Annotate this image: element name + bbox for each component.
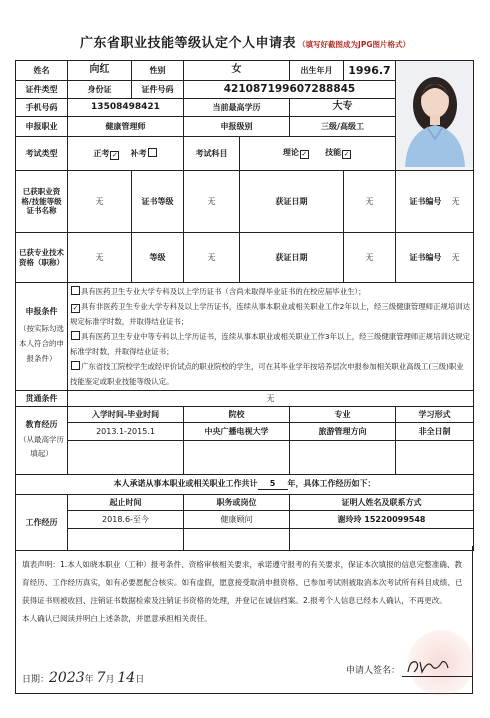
exam-type-options (68, 137, 184, 171)
id-type-label: 证件类型 (16, 81, 68, 99)
form-title (0, 32, 490, 51)
date-label: 日期： (22, 675, 50, 685)
work-row-position[interactable]: 健康顾问 (184, 511, 290, 529)
gender-value[interactable]: 女 (184, 61, 290, 81)
conditions-options (68, 283, 474, 391)
qual-cert-value[interactable]: 无 (68, 171, 132, 233)
portrait-image (397, 61, 473, 167)
prof-date-label: 获证日期 (240, 233, 344, 283)
condition-option-3[interactable]: 具有医药卫生专业中等专科以上学历证书，连续从事本职业或相关职业工作3年以上，经三级健康管理师正规培训达规定标准学时数，并取得结业证书； (70, 332, 471, 356)
normal-exam-label: 正考 (93, 148, 110, 158)
qual-cert-label: 已获职业资格/技能等级证书名称 (16, 171, 68, 233)
birth-value[interactable]: 1996.7 (344, 61, 396, 81)
work-header-period: 起止时间 (68, 495, 184, 511)
work-header-position: 职务或岗位 (184, 495, 290, 511)
date-year: 2023 (49, 670, 85, 686)
condition-option-1[interactable]: 具有医药卫生专业大学专科及以上学历证书（含尚未取得毕业证书的在校应届毕业生）； (70, 284, 471, 299)
id-no-label: 证件号码 (132, 81, 184, 99)
declaration-text: 填表声明：1.本人如晓本职业（工种）报考条件、资格审核相关要求，承诺遵守报考的有关要求，保证本次填报的信息完整准确、教育经历、工作经历真实，如有必要愿配合核实。如有虚假，愿意接受取消申报资格、已参加考试则被取消本次考试所有科目成绩、已获得证书则被收回、注销证书数据检索及注销证书资格的处理，并登记在诚信档案。2.报考个人信息已经本人确认，不再更改。 (22, 560, 463, 605)
education-label: 教育经历 (25, 420, 58, 429)
work-row-period[interactable]: 2018.6-至今 (68, 511, 184, 529)
prof-no-value[interactable]: 无 (451, 252, 460, 262)
qual-no-cell (396, 171, 474, 233)
condition-1-checkbox[interactable] (71, 286, 80, 295)
name-label: 姓名 (16, 61, 68, 81)
edu-row-form[interactable]: 非全日制 (396, 423, 474, 441)
qual-no-label: 证书编号 (409, 196, 442, 206)
pass-value[interactable]: 无 (68, 391, 474, 407)
level-label: 申报级别 (184, 117, 290, 137)
education-hint: （从最高学历填起） (19, 435, 64, 458)
edu-empty-major[interactable] (290, 441, 396, 475)
qual-date-value[interactable]: 无 (344, 171, 396, 233)
edu-header-school: 院校 (184, 407, 290, 423)
phone-label: 手机号码 (16, 99, 68, 117)
edu-row-major[interactable]: 旅游管理方向 (290, 423, 396, 441)
handwritten-signature (402, 656, 462, 676)
application-form (15, 60, 473, 551)
qual-date-label: 获证日期 (240, 171, 344, 233)
conditions-label-cell (16, 283, 68, 391)
declaration-confirm: 本人确认已阅读并明白上述条款，并愿意承担相关责任。 (22, 614, 212, 623)
signature-label: 申请人签名： (346, 666, 401, 676)
condition-3-checkbox[interactable] (71, 331, 80, 340)
id-no-value[interactable]: 421087199607288845 (184, 81, 396, 99)
level-value[interactable]: 三级/高级工 (290, 117, 396, 137)
prof-no-cell (396, 233, 474, 283)
edu-empty-form[interactable] (396, 441, 474, 475)
prof-date-value[interactable]: 无 (344, 233, 396, 283)
gender-label: 性别 (132, 61, 184, 81)
edu-value[interactable]: 大专 (290, 99, 396, 117)
condition-option-2[interactable]: ✓ 具有非医药卫生专业大学专科及以上学历证书，连续从事本职业或相关职业工作2年以上，经三级健康管理师正规培训达规定标准学时数，并取得结业证书； (70, 302, 471, 326)
retake-exam-checkbox[interactable] (148, 148, 157, 157)
work-commitment: 本人承诺从事本职业或相关职业工作共计 5 年，具体工作经历如下： (16, 475, 474, 495)
work-header-reference: 证明人姓名及联系方式 (290, 495, 474, 511)
edu-row-period[interactable]: 2013.1-2015.1 (68, 423, 184, 441)
date-month: 7 (96, 670, 106, 686)
prof-title-label: 已获专业技术资格（职称） (16, 233, 68, 283)
education-label-cell (16, 407, 68, 475)
form-title-text: 广东省职业技能等级认定个人申请表 (80, 36, 297, 51)
work-years[interactable]: 5 (258, 479, 288, 490)
conditions-label: 申报条件 (25, 307, 58, 316)
qual-grade-label: 证书等级 (132, 171, 184, 233)
condition-4-checkbox[interactable] (71, 361, 80, 370)
retake-exam-label: 补考 (130, 148, 147, 158)
edu-header-major: 专业 (290, 407, 396, 423)
occupation-label: 申报职业 (16, 117, 68, 137)
edu-label: 当前最高学历 (184, 99, 290, 117)
form-subtitle: （填写好截图成为JPG图片格式） (298, 40, 410, 49)
birth-label: 出生年月 (290, 61, 344, 81)
phone-value[interactable]: 13508498421 (68, 99, 184, 117)
edu-empty-school[interactable] (184, 441, 290, 475)
exam-type-label: 考试类型 (16, 137, 68, 171)
qual-grade-value[interactable]: 无 (184, 171, 240, 233)
applicant-photo (396, 61, 474, 171)
qual-no-value[interactable]: 无 (451, 196, 460, 206)
prof-grade-label: 等级 (132, 233, 184, 283)
prof-no-label: 证书编号 (409, 252, 442, 262)
condition-2-checkbox[interactable]: ✓ (72, 304, 79, 312)
theory-checkbox[interactable]: ✓ (301, 150, 308, 158)
edu-header-form: 学习形式 (396, 407, 474, 423)
occupation-value[interactable]: 健康管理师 (68, 117, 184, 137)
edu-header-period: 入学时间-毕业时间 (68, 407, 184, 423)
id-type-value[interactable]: 身份证 (68, 81, 132, 99)
work-label: 工作经历 (16, 495, 68, 551)
date-field[interactable]: 日期：2023年 7月 14日 (22, 670, 145, 686)
prof-title-value[interactable]: 无 (68, 233, 132, 283)
edu-empty-period[interactable] (68, 441, 184, 475)
conditions-hint: （按实际勾选本人符合的申报条件） (19, 324, 64, 363)
subject-label: 考试科目 (184, 137, 240, 171)
edu-row-school[interactable]: 中央广播电视大学 (184, 423, 290, 441)
subject-options (240, 137, 396, 171)
skill-checkbox[interactable]: ✓ (343, 150, 350, 158)
pass-label: 贯通条件 (16, 391, 68, 407)
signature-field[interactable] (346, 656, 472, 677)
name-value[interactable]: 向红 (68, 61, 132, 81)
normal-exam-checkbox[interactable]: ✓ (111, 150, 118, 159)
date-day: 14 (117, 670, 136, 686)
signature-line (402, 656, 472, 677)
work-row-reference[interactable]: 谢玲玲 15220099548 (290, 511, 474, 529)
theory-label: 理论 (282, 148, 299, 157)
skill-label: 技能 (325, 148, 342, 157)
prof-grade-value[interactable]: 无 (184, 233, 240, 283)
condition-option-4[interactable]: 广东省技工院校学生或经评价试点的职业院校的学生，可在其毕业学年按培养层次申报参加相关职业高级工(三级)职业技能鉴定或职业技能等级认定。 (70, 362, 464, 386)
